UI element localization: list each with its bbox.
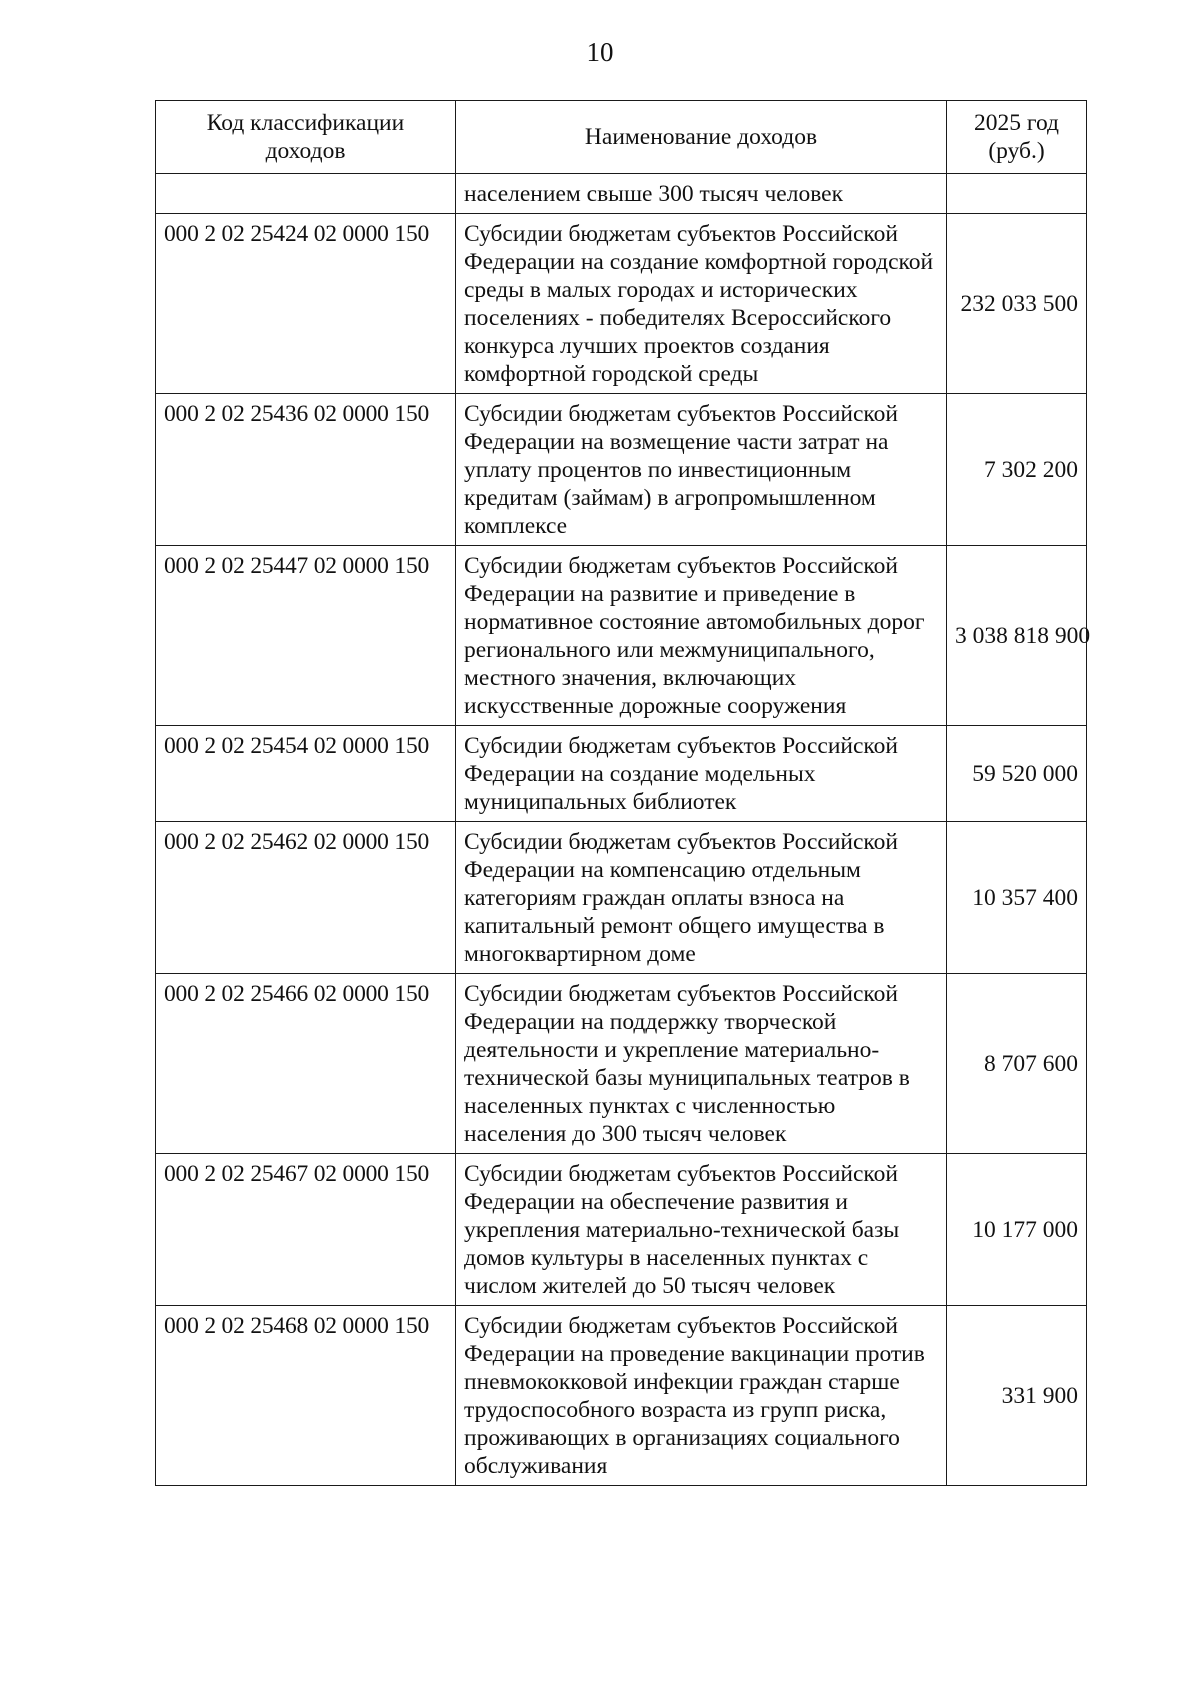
revenue-code: 000 2 02 25462 02 0000 150	[156, 822, 456, 974]
revenue-amount: 3 038 818 900	[947, 546, 1087, 726]
revenue-code: 000 2 02 25466 02 0000 150	[156, 974, 456, 1154]
header-name: Наименование доходов	[456, 101, 947, 174]
revenue-code: 000 2 02 25468 02 0000 150	[156, 1306, 456, 1486]
revenue-name: Субсидии бюджетам субъектов Российской Федерации на обеспечение развития и укрепления материально-технической базы домов культуры в населенных пунктах с числом жителей до 50 тысяч человек	[456, 1154, 947, 1306]
table-row	[156, 394, 1087, 546]
page-number: 10	[586, 37, 614, 67]
revenue-name: Субсидии бюджетам субъектов Российской Федерации на возмещение части затрат на уплату процентов по инвестиционным кредитам (займам) в агропромышленном комплексе	[456, 394, 947, 546]
header-code: Код классификации доходов	[156, 101, 456, 174]
revenue-code	[156, 174, 456, 214]
table-row	[156, 974, 1087, 1154]
revenue-name: Субсидии бюджетам субъектов Российской Федерации на компенсацию отдельным категориям граждан оплаты взноса на капитальный ремонт общего имущества в многоквартирном доме	[456, 822, 947, 974]
revenue-name: Субсидии бюджетам субъектов Российской Федерации на проведение вакцинации против пневмококковой инфекции граждан старше трудоспособного возраста из групп риска, проживающих в организациях социального обслуживания	[456, 1306, 947, 1486]
revenue-amount	[947, 174, 1087, 214]
header-amount: 2025 год (руб.)	[947, 101, 1087, 174]
revenue-code: 000 2 02 25454 02 0000 150	[156, 726, 456, 822]
revenue-amount: 10 177 000	[947, 1154, 1087, 1306]
revenue-name: населением свыше 300 тысяч человек	[456, 174, 947, 214]
revenue-amount: 7 302 200	[947, 394, 1087, 546]
table-header-row	[156, 101, 1087, 174]
revenue-amount: 59 520 000	[947, 726, 1087, 822]
table-row	[156, 214, 1087, 394]
revenue-code: 000 2 02 25467 02 0000 150	[156, 1154, 456, 1306]
revenue-table	[155, 100, 1091, 1486]
revenue-amount: 8 707 600	[947, 974, 1087, 1154]
table-row	[156, 822, 1087, 974]
revenue-name: Субсидии бюджетам субъектов Российской Федерации на поддержку творческой деятельности и укрепление материально-технической базы муниципальных театров в населенных пунктах с численностью населения до 300 тысяч человек	[456, 974, 947, 1154]
revenue-name: Субсидии бюджетам субъектов Российской Федерации на развитие и приведение в нормативное состояние автомобильных дорог регионального или межмуниципального, местного значения, включающих искусственные дорожные сооружения	[456, 546, 947, 726]
table-row	[156, 1154, 1087, 1306]
table-row	[156, 174, 1087, 214]
revenue-amount: 10 357 400	[947, 822, 1087, 974]
revenue-amount: 232 033 500	[947, 214, 1087, 394]
revenue-code: 000 2 02 25424 02 0000 150	[156, 214, 456, 394]
table-row	[156, 726, 1087, 822]
revenue-code: 000 2 02 25436 02 0000 150	[156, 394, 456, 546]
table-body	[156, 174, 1091, 1486]
revenue-amount: 331 900	[947, 1306, 1087, 1486]
table-row	[156, 546, 1087, 726]
table-row	[156, 1306, 1087, 1486]
revenue-name: Субсидии бюджетам субъектов Российской Федерации на создание комфортной городской среды в малых городах и исторических поселениях - победителях Всероссийского конкурса лучших проектов создания комфортной городской среды	[456, 214, 947, 394]
revenue-code: 000 2 02 25447 02 0000 150	[156, 546, 456, 726]
revenue-name: Субсидии бюджетам субъектов Российской Федерации на создание модельных муниципальных библиотек	[456, 726, 947, 822]
